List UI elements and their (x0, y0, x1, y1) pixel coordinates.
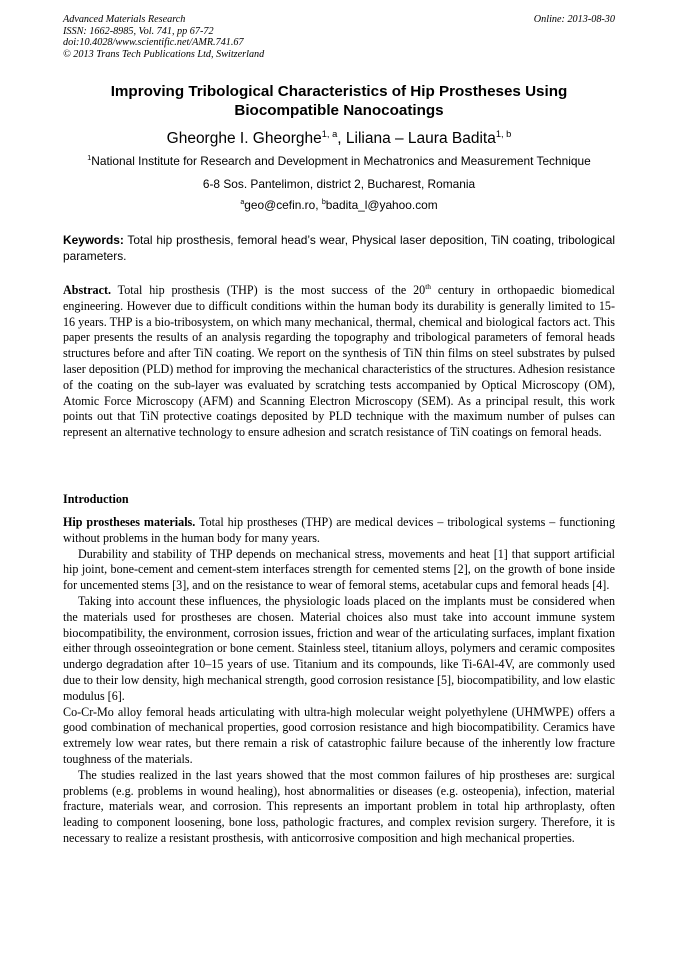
intro-paragraph-4: Co-Cr-Mo alloy femoral heads articulating with ultra-high molecular weight polyethylene (UHMWPE) offers a good combination of mechanical properties, good corrosion resistance and high biocompatibility. Ceramics have extremely low wear rates, but there remain a risk of catastrophic failure because of the inherently low fracture toughness of the materials. (63, 704, 615, 766)
email-a-marker: a (240, 198, 245, 207)
journal-header (63, 14, 615, 60)
affiliation-marker: 1 (87, 154, 92, 163)
email-separator: , (315, 198, 322, 212)
journal-issn: ISSN: 1662-8985, Vol. 741, pp 67-72 (63, 25, 214, 37)
email-b-marker: b (321, 198, 326, 207)
intro-paragraph-2: Durability and stability of THP depends on mechanical stress, movements and heat [1] that support artificial hip joint, bone-cement and cement-stem interfaces strength for cemented stems [2], on the growth of bone inside for uncemented stems [3], and on the resistance to wear of femoral stems, acetabular cups and femoral heads [4]. (63, 546, 615, 593)
author-emails (63, 198, 615, 213)
abstract-text-start: Total hip prosthesis (THP) is the most success of the 20 (111, 283, 426, 297)
email-a: geo@cefin.ro (244, 198, 316, 212)
affiliation-institute (63, 154, 615, 169)
affiliation-address: 6-8 Sos. Pantelimon, district 2, Bucharest, Romania (202, 177, 476, 191)
title-line-1: Improving Tribological Characteristics of Hip Prostheses Using (110, 83, 568, 100)
abstract-superscript: th (425, 281, 432, 291)
abstract-text-rest: century in orthopaedic biomedical engineering. However due to difficult conditions within the human body its durability is generally limited to 15-16 years. THP is a bio-tribosystem, on which many mechanical, thermal, chemical and biological factors act. This paper presents the results of an analysis regarding the topography and tribological parameters of femoral heads structures before and after TiN coating. We report on the synthesis of TiN thin films on steel substrates by pulsed laser deposition (PLD) method for improving the mechanical characteristics of the structures. Adhesion resistance of the coating on the sub-layer was evaluated by scratching tests accompanied by Optical Microscopy (OM), Atomic Force Microscopy (AFM) and Scanning Electron Microscopy (SEM). As a principal result, this work points out that TiN protective coatings deposited by PLD technique with the maximum number of pulses can represent an alternative technology to ensure adhesion and scratch resistance of TiN coatings on femoral heads. (63, 283, 615, 440)
journal-copyright: © 2013 Trans Tech Publications Ltd, Switzerland (63, 48, 265, 60)
introduction-body (63, 515, 615, 847)
journal-doi: doi:10.4028/www.scientific.net/AMR.741.67 (63, 37, 244, 49)
author-2-affiliation: 1, b (495, 128, 512, 139)
intro-paragraph-3: Taking into account these influences, the physiologic loads placed on the implants must be considered when the materials used for prostheses are chosen. Material choices also must take into account immune system biocompatibility, the environment, corrosion issues, friction and wear of the articulating surfaces, implant fixation either through osseointegration or bone cement. Stainless steel, titanium alloys, polymers and ceramic composites undergo degradation after 10–15 years of use. Titanium and its compounds, like Ti-6Al-4V, are commonly used due to their low density, high mechanical strength, good corrosion resistance [5], biocompatibility, and low elastic modulus [6]. (63, 593, 615, 703)
abstract-label: Abstract. (63, 283, 112, 297)
author-1: Gheorghe I. Gheorghe (166, 130, 322, 147)
intro-paragraph-5: The studies realized in the last years showed that the most common failures of hip prostheses are: surgical problems (e.g. problems in wound healing), host abnormalities or diseases (e.g. osteopenia), infection, material fracture, materials wear, and corrosion. This represents an important problem in total hip arthroplasty, often leading to component loosening, bone loss, pathologic fractures, and complex revision surgery. Therefore, it is necessary to realize a resistant prosthesis, with anticorrosive composition and high mechanical properties. (63, 767, 615, 845)
institute-name: National Institute for Research and Development in Mechatronics and Measurement Technique (91, 154, 591, 168)
introduction-heading: Introduction (63, 492, 129, 506)
intro-paragraph-1 (63, 515, 615, 547)
intro-subheading: Hip prostheses materials. (63, 515, 196, 529)
keywords-label: Keywords: (63, 233, 124, 247)
online-date: Online: 2013-08-30 (533, 14, 615, 25)
email-b: badita_l@yahoo.com (325, 198, 438, 212)
author-separator: , (337, 130, 346, 147)
keywords-text: Total hip prosthesis, femoral head’s wear, Physical laser deposition, TiN coating, tribological parameters. (63, 233, 615, 263)
author-2: Liliana – Laura Badita (345, 130, 496, 147)
author-list (63, 129, 615, 149)
paper-title (63, 82, 615, 120)
keywords (63, 233, 615, 264)
abstract (63, 283, 615, 441)
title-line-2: Biocompatible Nanocoatings (234, 102, 444, 119)
journal-name: Advanced Materials Research (63, 14, 186, 25)
author-1-affiliation: 1, a (321, 128, 338, 139)
intro-paragraph-1-text: Total hip prostheses (THP) are medical devices – tribological systems – functioning without problems in the human body for many years. (63, 515, 616, 545)
